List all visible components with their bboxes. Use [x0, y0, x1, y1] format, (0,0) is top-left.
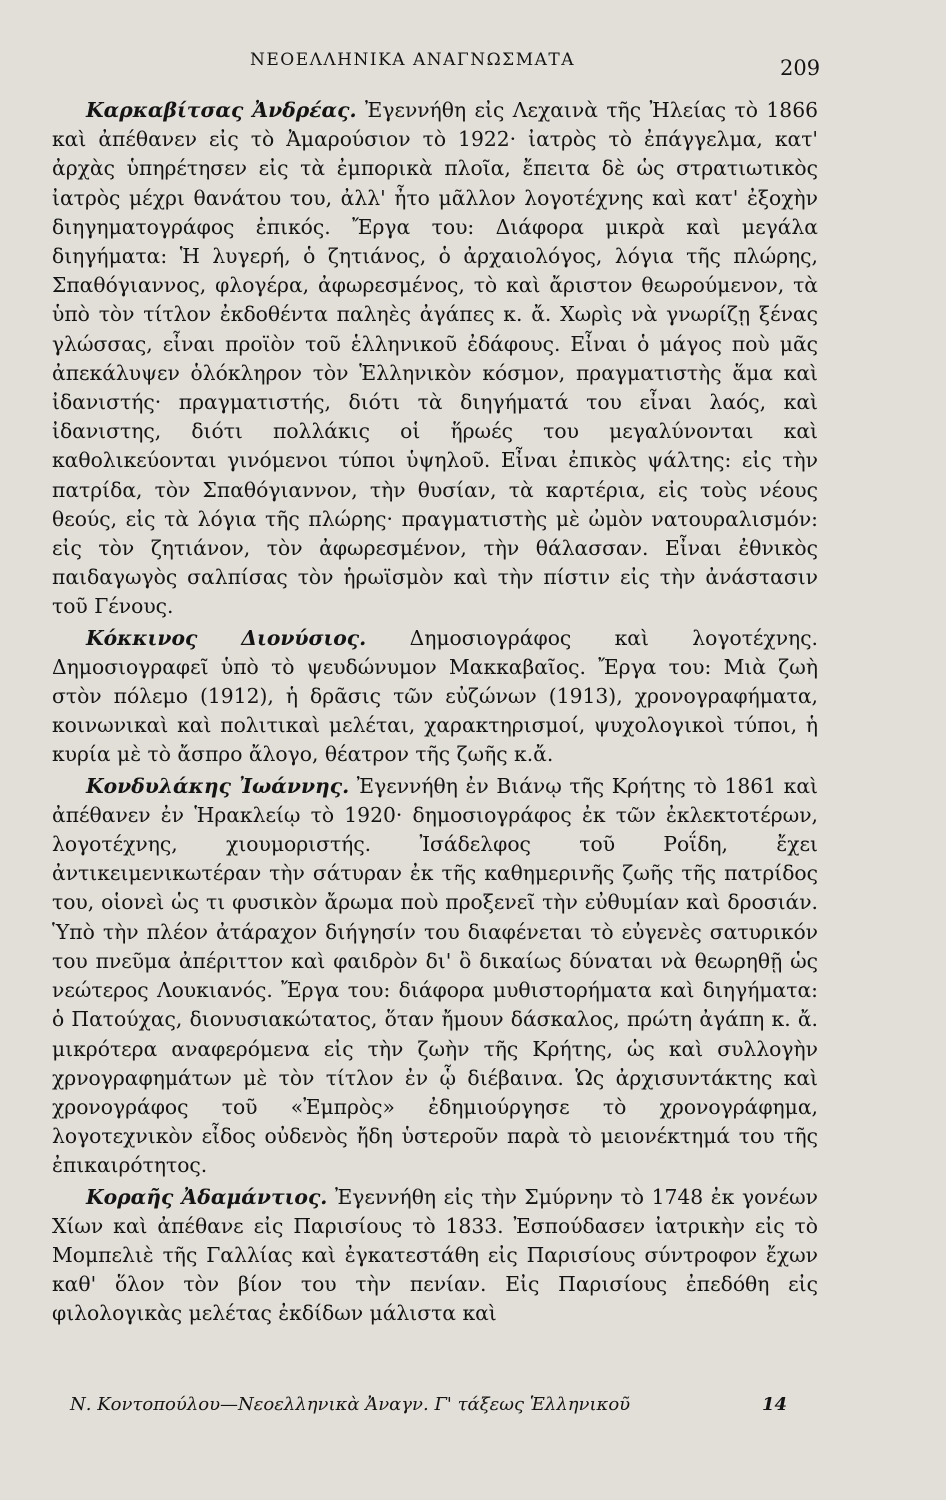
- entry-text: Ἐγεννήθη ἐν Βιάνῳ τῆς Κρήτης τὸ 1861 καὶ ἀπέθανεν ἐν Ἡρακλείῳ τὸ 1920· δημοσιογράφος ἐκ τῶν ἐκλεκτοτέρων, λογοτέχνης, χιουμοριστής. Ἰσάδελφος τοῦ Ροΐδη, ἔχει ἀντικειμενικωτέραν τὴν σάτυραν ἐκ τῆς καθημερινῆς ζωῆς τῆς πατρίδος του, οἱονεὶ ὡς τι φυσικὸν ἄρωμα ποὺ προξενεῖ τὴν εὐθυμίαν καὶ δροσιάν. Ὑπὸ τὴν πλέον ἀτάραχον διήγησίν του διαφένεται τὸ εὐγενὲς σατυρικόν του πνεῦμα ἀπέριττον καὶ φαιδρὸν δι' ὃ δικαίως δύναται νὰ θεωρηθῇ ὡς νεώτερος Λουκιανός. Ἔργα του: διάφορα μυθιστορήματα καὶ διηγήματα: ὁ Πατούχας, διονυσιακώτατος, ὅταν ἤμουν δάσκαλος, πρώτη ἀγάπη κ. ἄ. μικρότερα αναφερόμενα εἰς τὴν ζωὴν τῆς Κρήτης, ὡς καὶ συλλογὴν χρνογραφημάτων μὲ τὸν τίτλον ἐν ᾧ διέβαινα. Ὡς ἀρχισυντάκτης καὶ χρονογράφος τοῦ «Ἐμπρὸς» ἐδημιούργησε τὸ χρονογράφημα, λογοτεχνικὸν εἶδος οὐδενὸς ἤδη ὑστεροῦν παρὰ τὸ μειονέκτημά του τῆς ἐπικαιρότητος.: [52, 773, 819, 1178]
- body-text: [52, 96, 818, 1329]
- entry-name: Καρκαβίτσας Ἀνδρέας.: [86, 98, 357, 122]
- entry-name: Κόκκινος Διονύσιος.: [86, 625, 367, 650]
- running-title: ΝΕΟΕΛΛΗΝΙΚΑ ΑΝΑΓΝΩΣΜΑΤΑ: [250, 50, 575, 70]
- entry-kokkinos: [52, 624, 818, 770]
- footer-credit: Ν. Κοντοπούλου—Νεοελληνικὰ Ἀναγν. Γ' τάξεως Ἑλληνικοῦ: [70, 1394, 631, 1415]
- entry-text: Ἐγεννήθη εἰς Λεχαινὰ τῆς Ἠλείας τὸ 1866 καὶ ἀπέθανεν εἰς τὸ Ἀμαρούσιον τὸ 1922· ἰατρὸς τὸ ἐπάγγελμα, κατ' ἀρχὰς ὑπηρέτησεν εἰς τὰ ἐμπορικὰ πλοῖα, ἔπειτα δὲ ὡς στρατιωτικὸς ἰατρὸς μέχρι θανάτου του, ἀλλ' ἦτο μᾶλλον λογοτέχνης καὶ κατ' ἐξοχὴν διηγηματογράφος ἐπικός. Ἔργα του: Διάφορα μικρὰ καὶ μεγάλα διηγήματα: Ἡ λυγερή, ὁ ζητιάνος, ὁ ἀρχαιολόγος, λόγια τῆς πλώρης, Σπαθόγιαννος, φλογέρα, ἀφωρεσμένος, τὸ καὶ ἄριστον θεωρούμενον, τὰ ὑπὸ τὸν τίτλον ἐκδοθέντα παληὲς ἀγάπες κ. ἄ. Χωρὶς νὰ γνωρίζῃ ξένας γλώσσας, εἶναι προϊὸν τοῦ ἑλληνικοῦ ἐδάφους. Εἶναι ὁ μάγος ποὺ μᾶς ἀπεκάλυψεν ὁλόκληρον τὸν Ἑλληνικὸν κόσμον, πραγματιστὴς ἅμα καὶ ἰδανιστής· πραγματιστής, διότι τὰ διηγήματά του εἶναι λαός, καὶ ἰδανιστης, διότι πολλάκις οἱ ἥρωές του μεγαλύνονται καὶ καθολικεύονται γινόμενοι τύποι ὑψηλοῦ. Εἶναι ἐπικὸς ψάλτης: εἰς τὴν πατρίδα, τὸν Σπαθόγιαννον, τὴν θυσίαν, τὰ καρτέρια, εἰς τοὺς νέους θεούς, εἰς τὰ λόγια τῆς πλώρης· πραγματιστὴς μὲ ὠμὸν νατουραλισμόν: εἰς τὸν ζητιάνον, τὸν ἀφωρεσμένον, τὴν θάλασσαν. Εἶναι ἐθνικὸς παιδαγωγὸς σαλπίσας τὸν ἡρωϊσμὸν καὶ τὴν πίστιν εἰς τὴν ἀνάστασιν τοῦ Γένους.: [52, 98, 819, 619]
- page-header: [0, 44, 946, 84]
- entry-name: Κονδυλάκης Ἰωάννης.: [86, 773, 350, 798]
- page-footer: [70, 1394, 790, 1424]
- entry-korais: [52, 1183, 818, 1329]
- entry-kondylakis: [52, 772, 818, 1181]
- signature-mark: 14: [762, 1394, 788, 1415]
- entry-text: Δημοσιογράφος καὶ λογοτέχνης. Δημοσιογραφεῖ ὑπὸ τὸ ψευδώνυμον Μακκαβαῖος. Ἔργα του: Μιὰ ζωὴ στὸν πόλεμο (1912), ἡ δρᾶσις τῶν εὐζώνων (1913), χρονογραφήματα, κοινωνικαὶ καὶ πολιτικαὶ μελέται, χαρακτηρισμοί, ψυχολογικοὶ τύποι, ἡ κυρία μὲ τὸ ἄσπρο ἄλογο, θέατρον τῆς ζωῆς κ.ἄ.: [52, 625, 818, 767]
- entry-text: Ἐγεννήθη εἰς τὴν Σμύρνην τὸ 1748 ἐκ γονέων Χίων καὶ ἀπέθανε εἰς Παρισίους τὸ 1833. Ἐσπούδασεν ἰατρικὴν εἰς τὸ Μομπελιὲ τῆς Γαλλίας καὶ ἐγκατεστάθη εἰς Παρισίους σύντροφον ἔχων καθ' ὅλον τὸν βίον του τὴν πενίαν. Εἰς Παρισίους ἐπεδόθη εἰς φιλολογικὰς μελέτας ἐκδίδων μάλιστα καὶ: [52, 1184, 818, 1326]
- entry-karkavitsas: [52, 96, 818, 622]
- page-number: 209: [780, 56, 821, 80]
- entry-name: Κοραῆς Ἀδαμάντιος.: [86, 1184, 328, 1209]
